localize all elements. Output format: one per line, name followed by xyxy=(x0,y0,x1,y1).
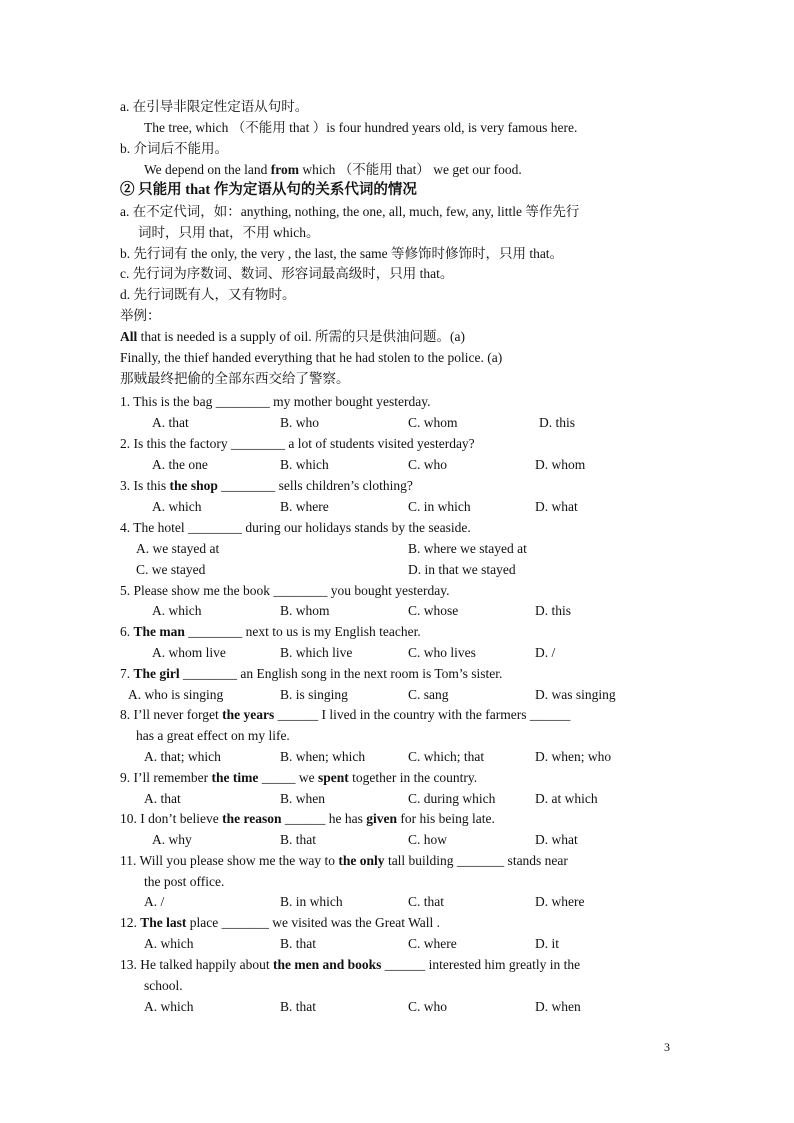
question-11-continued: the post office. xyxy=(144,874,225,889)
option-a: A. who is singing xyxy=(128,687,224,702)
question-10: 10. I don’t believe the reason ______ he has given for his being late. xyxy=(120,811,495,826)
example-2-translation: 那贼最终把偷的全部东西交给了警察。 xyxy=(120,371,350,386)
option-b: B. which live xyxy=(280,645,353,660)
option-c: C. how xyxy=(408,832,448,847)
option-b: B. when; which xyxy=(280,749,366,764)
rule-b: b. 先行词有 the only, the very , the last, the same 等修饰时修饰时，只用 that。 xyxy=(120,246,564,261)
question-12-options xyxy=(120,933,674,954)
option-b: B. when xyxy=(280,791,325,806)
rule-a-line-1: a. 在不定代词，如：anything, nothing, the one, all, much, few, any, little 等作先行 xyxy=(120,204,580,219)
option-b: B. which xyxy=(280,457,329,472)
option-c: C. sang xyxy=(408,687,449,702)
option-d: D. whom xyxy=(535,457,586,472)
option-c: C. who xyxy=(408,999,448,1014)
option-d: D. what xyxy=(535,499,578,514)
option-d: D. this xyxy=(539,415,576,430)
example-1: All that is needed is a supply of oil. 所需的只是供油问题。(a) xyxy=(120,329,465,344)
examples-label: 举例： xyxy=(120,308,161,323)
option-c: C. we stayed xyxy=(136,562,206,577)
question-8-continued: has a great effect on my life. xyxy=(136,728,290,743)
option-c: C. who xyxy=(408,457,448,472)
question-6: 6. The man ________ next to us is my English teacher. xyxy=(120,624,421,639)
question-1: 1. This is the bag ________ my mother bought yesterday. xyxy=(120,394,431,409)
option-d: D. / xyxy=(535,645,556,660)
option-c: C. which; that xyxy=(408,749,485,764)
option-a: A. which xyxy=(152,499,202,514)
question-4-options-row-2 xyxy=(120,559,674,580)
option-c: C. during which xyxy=(408,791,496,806)
option-b: B. where we stayed at xyxy=(408,541,527,556)
option-d: D. was singing xyxy=(535,687,616,702)
note-b-example: We depend on the land from which （不能用 that） we get our food. xyxy=(144,162,522,177)
option-b: B. in which xyxy=(280,894,343,909)
option-d: D. when xyxy=(535,999,581,1014)
option-c: C. whom xyxy=(408,415,458,430)
question-1-options xyxy=(120,412,674,433)
option-d: D. at which xyxy=(535,791,598,806)
option-a: A. which xyxy=(144,999,194,1014)
question-13-options xyxy=(120,996,674,1017)
option-a: A. which xyxy=(152,603,202,618)
option-c: C. where xyxy=(408,936,457,951)
option-a: A. that xyxy=(152,415,189,430)
question-5-options xyxy=(120,600,674,621)
option-d: D. in that we stayed xyxy=(408,562,516,577)
question-8: 8. I’ll never forget the years ______ I lived in the country with the farmers ______ xyxy=(120,707,571,722)
option-d: D. it xyxy=(535,936,560,951)
option-b: B. where xyxy=(280,499,329,514)
option-a: A. which xyxy=(144,936,194,951)
option-c: C. that xyxy=(408,894,444,909)
question-9: 9. I’ll remember the time _____ we spent together in the country. xyxy=(120,770,478,785)
option-b: B. that xyxy=(280,999,316,1014)
option-a: A. why xyxy=(152,832,192,847)
option-c: C. in which xyxy=(408,499,471,514)
question-9-options xyxy=(120,788,674,809)
option-c: C. who lives xyxy=(408,645,476,660)
page-number: 3 xyxy=(664,1040,670,1054)
question-4: 4. The hotel ________ during our holidays stands by the seaside. xyxy=(120,520,471,535)
example-2: Finally, the thief handed everything that he had stolen to the police. (a) xyxy=(120,350,503,365)
option-c: C. whose xyxy=(408,603,459,618)
question-13-continued: school. xyxy=(144,978,183,993)
question-6-options xyxy=(120,642,674,663)
question-10-options xyxy=(120,829,674,850)
question-7-options xyxy=(120,684,674,705)
question-8-options xyxy=(120,746,674,767)
option-b: B. that xyxy=(280,936,316,951)
rule-a-line-2: 词时，只用 that，不用 which。 xyxy=(138,225,320,240)
option-a: A. whom live xyxy=(152,645,226,660)
question-3-options xyxy=(120,496,674,517)
section-heading: ② 只能用 that 作为定语从句的关系代词的情况 xyxy=(120,182,417,198)
option-a: A. that xyxy=(144,791,181,806)
option-b: B. who xyxy=(280,415,320,430)
option-d: D. this xyxy=(535,603,572,618)
option-d: D. where xyxy=(535,894,585,909)
note-b-title: b. 介词后不能用。 xyxy=(120,141,228,156)
question-2-options xyxy=(120,454,674,475)
option-b: B. that xyxy=(280,832,316,847)
option-d: D. when; who xyxy=(535,749,612,764)
question-7: 7. The girl ________ an English song in the next room is Tom’s sister. xyxy=(120,666,503,681)
question-2: 2. Is this the factory ________ a lot of students visited yesterday? xyxy=(120,436,475,451)
question-11: 11. Will you please show me the way to the only tall building _______ stands near xyxy=(120,853,568,868)
option-a: A. that; which xyxy=(144,749,221,764)
rule-c: c. 先行词为序数词、数词、形容词最高级时，只用 that。 xyxy=(120,266,454,281)
question-5: 5. Please show me the book ________ you bought yesterday. xyxy=(120,583,450,598)
note-a-title: a. 在引导非限定性定语从句时。 xyxy=(120,99,309,114)
question-11-options xyxy=(120,891,674,912)
option-d: D. what xyxy=(535,832,578,847)
rule-d: d. 先行词既有人，又有物时。 xyxy=(120,287,296,302)
option-a: A. / xyxy=(144,894,165,909)
option-a: A. the one xyxy=(152,457,208,472)
question-4-options-row-1 xyxy=(120,538,674,559)
question-3: 3. Is this the shop ________ sells children’s clothing? xyxy=(120,478,413,493)
question-13: 13. He talked happily about the men and books ______ interested him greatly in the xyxy=(120,957,581,972)
option-a: A. we stayed at xyxy=(136,541,220,556)
option-b: B. is singing xyxy=(280,687,348,702)
option-b: B. whom xyxy=(280,603,330,618)
note-a-example: The tree, which （不能用 that ）is four hundred years old, is very famous here. xyxy=(144,120,578,135)
question-12: 12. The last place _______ we visited was the Great Wall . xyxy=(120,915,440,930)
